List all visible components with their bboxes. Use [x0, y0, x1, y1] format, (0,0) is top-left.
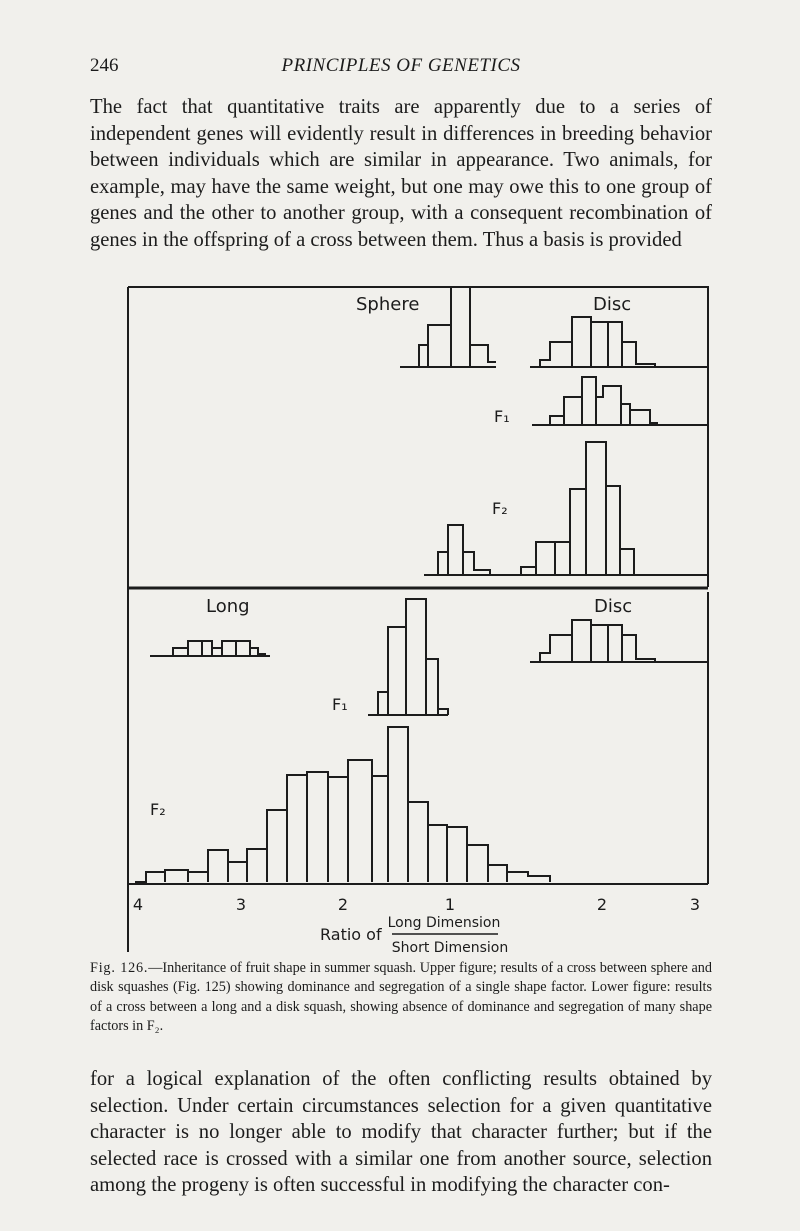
page-number: 246	[90, 55, 119, 76]
body-paragraph-bottom: for a logical explanation of the often conflicting results obtained by selection. Under certain circumstances selection for a given quantitative character is no longer able to modify that character further; but if the selected race is crossed with a similar one from another source, selection among the progeny is often successful in modifying the character con-	[90, 1068, 712, 1197]
axis-title-numerator: Long Dimension	[387, 915, 501, 931]
lower-f1-histogram	[368, 599, 448, 715]
disc-parent-histogram	[530, 317, 708, 367]
axis-tick-2-left: 2	[337, 895, 349, 914]
axis-title-prefix: Ratio of	[320, 925, 382, 944]
axis-tick-3-left: 3	[235, 895, 247, 914]
histogram-figure	[110, 282, 720, 962]
axis-tick-2-right: 2	[596, 895, 608, 914]
axis-tick-3-right: 3	[689, 895, 701, 914]
lower-disc-parent-histogram	[530, 620, 708, 662]
label-disc-upper: Disc	[593, 294, 632, 315]
axis-tick-4: 4	[132, 895, 144, 914]
long-parent-histogram	[150, 641, 270, 656]
caption-body: —Inheritance of fruit shape in summer squash. Upper figure; results of a cross between sphere and disk squashes (Fig. 125) showing dominance and segregation of a single shape factor. Lower figure: results of a cross between a long and a disk squash, showing absence of dominance and segregation of many shape factors in F₂.	[90, 960, 712, 1035]
label-long: Long	[206, 596, 250, 617]
running-head	[90, 55, 712, 85]
axis-tick-1: 1	[444, 895, 456, 914]
label-f1-upper: F₁	[494, 407, 510, 426]
upper-f2-histogram	[424, 442, 708, 575]
running-title: PRINCIPLES OF GENETICS	[281, 55, 521, 76]
caption-lead: Fig. 126.	[90, 960, 149, 976]
label-sphere: Sphere	[356, 294, 420, 315]
axis-title-denominator: Short Dimension	[391, 940, 509, 956]
figure-126	[110, 282, 720, 962]
upper-f1-histogram	[532, 377, 708, 425]
label-f2-lower: F₂	[150, 800, 166, 819]
figure-caption	[90, 959, 712, 1037]
label-disc-lower: Disc	[594, 596, 633, 617]
label-f1-lower: F₁	[332, 695, 348, 714]
body-paragraph-top: The fact that quantitative traits are apparently due to a series of independent genes will evidently result in differences in breeding behavior between individuals which are similar in appearance. Two animals, for example, may have the same weight, but one may owe this to one group of genes and the other to another group, with a consequent recombination of genes in the offspring of a cross between them. Thus a basis is provided	[90, 96, 712, 251]
label-f2-upper: F₂	[492, 499, 508, 518]
lower-f2-histogram	[128, 727, 708, 884]
